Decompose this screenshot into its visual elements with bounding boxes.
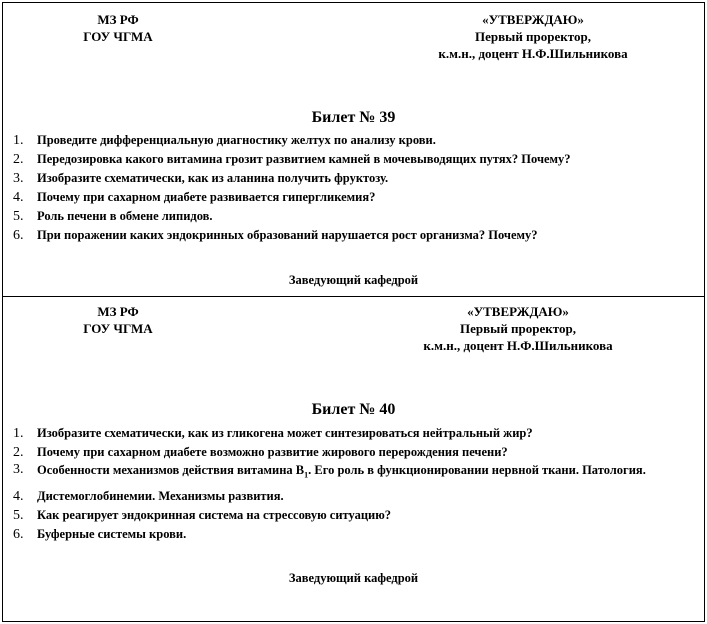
signature-label: Заведующий кафедрой	[288, 571, 419, 585]
signature-label: Заведующий кафедрой	[288, 273, 419, 287]
ticket-title: Билет № 40	[311, 401, 396, 418]
header-right	[368, 303, 668, 354]
vitamin-subscript: 1	[304, 470, 309, 480]
ministry-label: МЗ РФ	[97, 12, 139, 27]
approve-label: «УТВЕРЖДАЮ»	[467, 304, 569, 319]
document-frame	[2, 2, 705, 622]
approver-name: к.м.н., доцент Н.Ф.Шильникова	[438, 46, 628, 61]
question-item: 5. Роль печени в обмене липидов.	[13, 209, 213, 224]
header-left	[53, 11, 183, 45]
question-list	[13, 131, 697, 245]
approve-label: «УТВЕРЖДАЮ»	[482, 12, 584, 27]
header-right	[383, 11, 683, 62]
question-item: 3. Особенности механизмов действия витамина $В_1$. Его роль в функционировании нервной ткани. Патология.	[13, 462, 646, 480]
approver-name: к.м.н., доцент Н.Ф.Шильникова	[423, 338, 613, 353]
approver-role: Первый проректор,	[475, 29, 591, 44]
question-item: 2. Почему при сахарном диабете возможно развитие жирового перерождения печени?	[13, 445, 508, 460]
header-left	[53, 303, 183, 337]
question-item: 4. Почему при сахарном диабете развивается гипергликемия?	[13, 190, 376, 205]
question-item: 6. При поражении каких эндокринных образований нарушается рост организма? Почему?	[13, 228, 538, 243]
institution-label: ГОУ ЧГМА	[83, 29, 153, 44]
ticket-40	[3, 297, 704, 621]
question-item: 5. Как реагирует эндокринная система на стрессовую ситуацию?	[13, 507, 392, 523]
question-item: 1. Проведите дифференциальную диагностику желтух по анализу крови.	[13, 133, 436, 148]
ticket-title: Билет № 39	[311, 109, 396, 126]
question-list	[13, 424, 697, 544]
question-item: 2. Передозировка какого витамина грозит развитием камней в мочевыводящих путях? Почему?	[13, 152, 571, 167]
ministry-label: МЗ РФ	[97, 304, 139, 319]
institution-label: ГОУ ЧГМА	[83, 321, 153, 336]
ticket-39	[3, 3, 704, 297]
question-item: 4. Дистемоглобинемии. Механизмы развития.	[13, 488, 284, 504]
question-item: 1. Изобразите схематически, как из гликогена может синтезироваться нейтральный жир?	[13, 426, 533, 441]
question-item: 6. Буферные системы крови.	[13, 526, 187, 542]
question-item: 3. Изобразите схематически, как из аланина получить фруктозу.	[13, 171, 389, 186]
approver-role: Первый проректор,	[460, 321, 576, 336]
